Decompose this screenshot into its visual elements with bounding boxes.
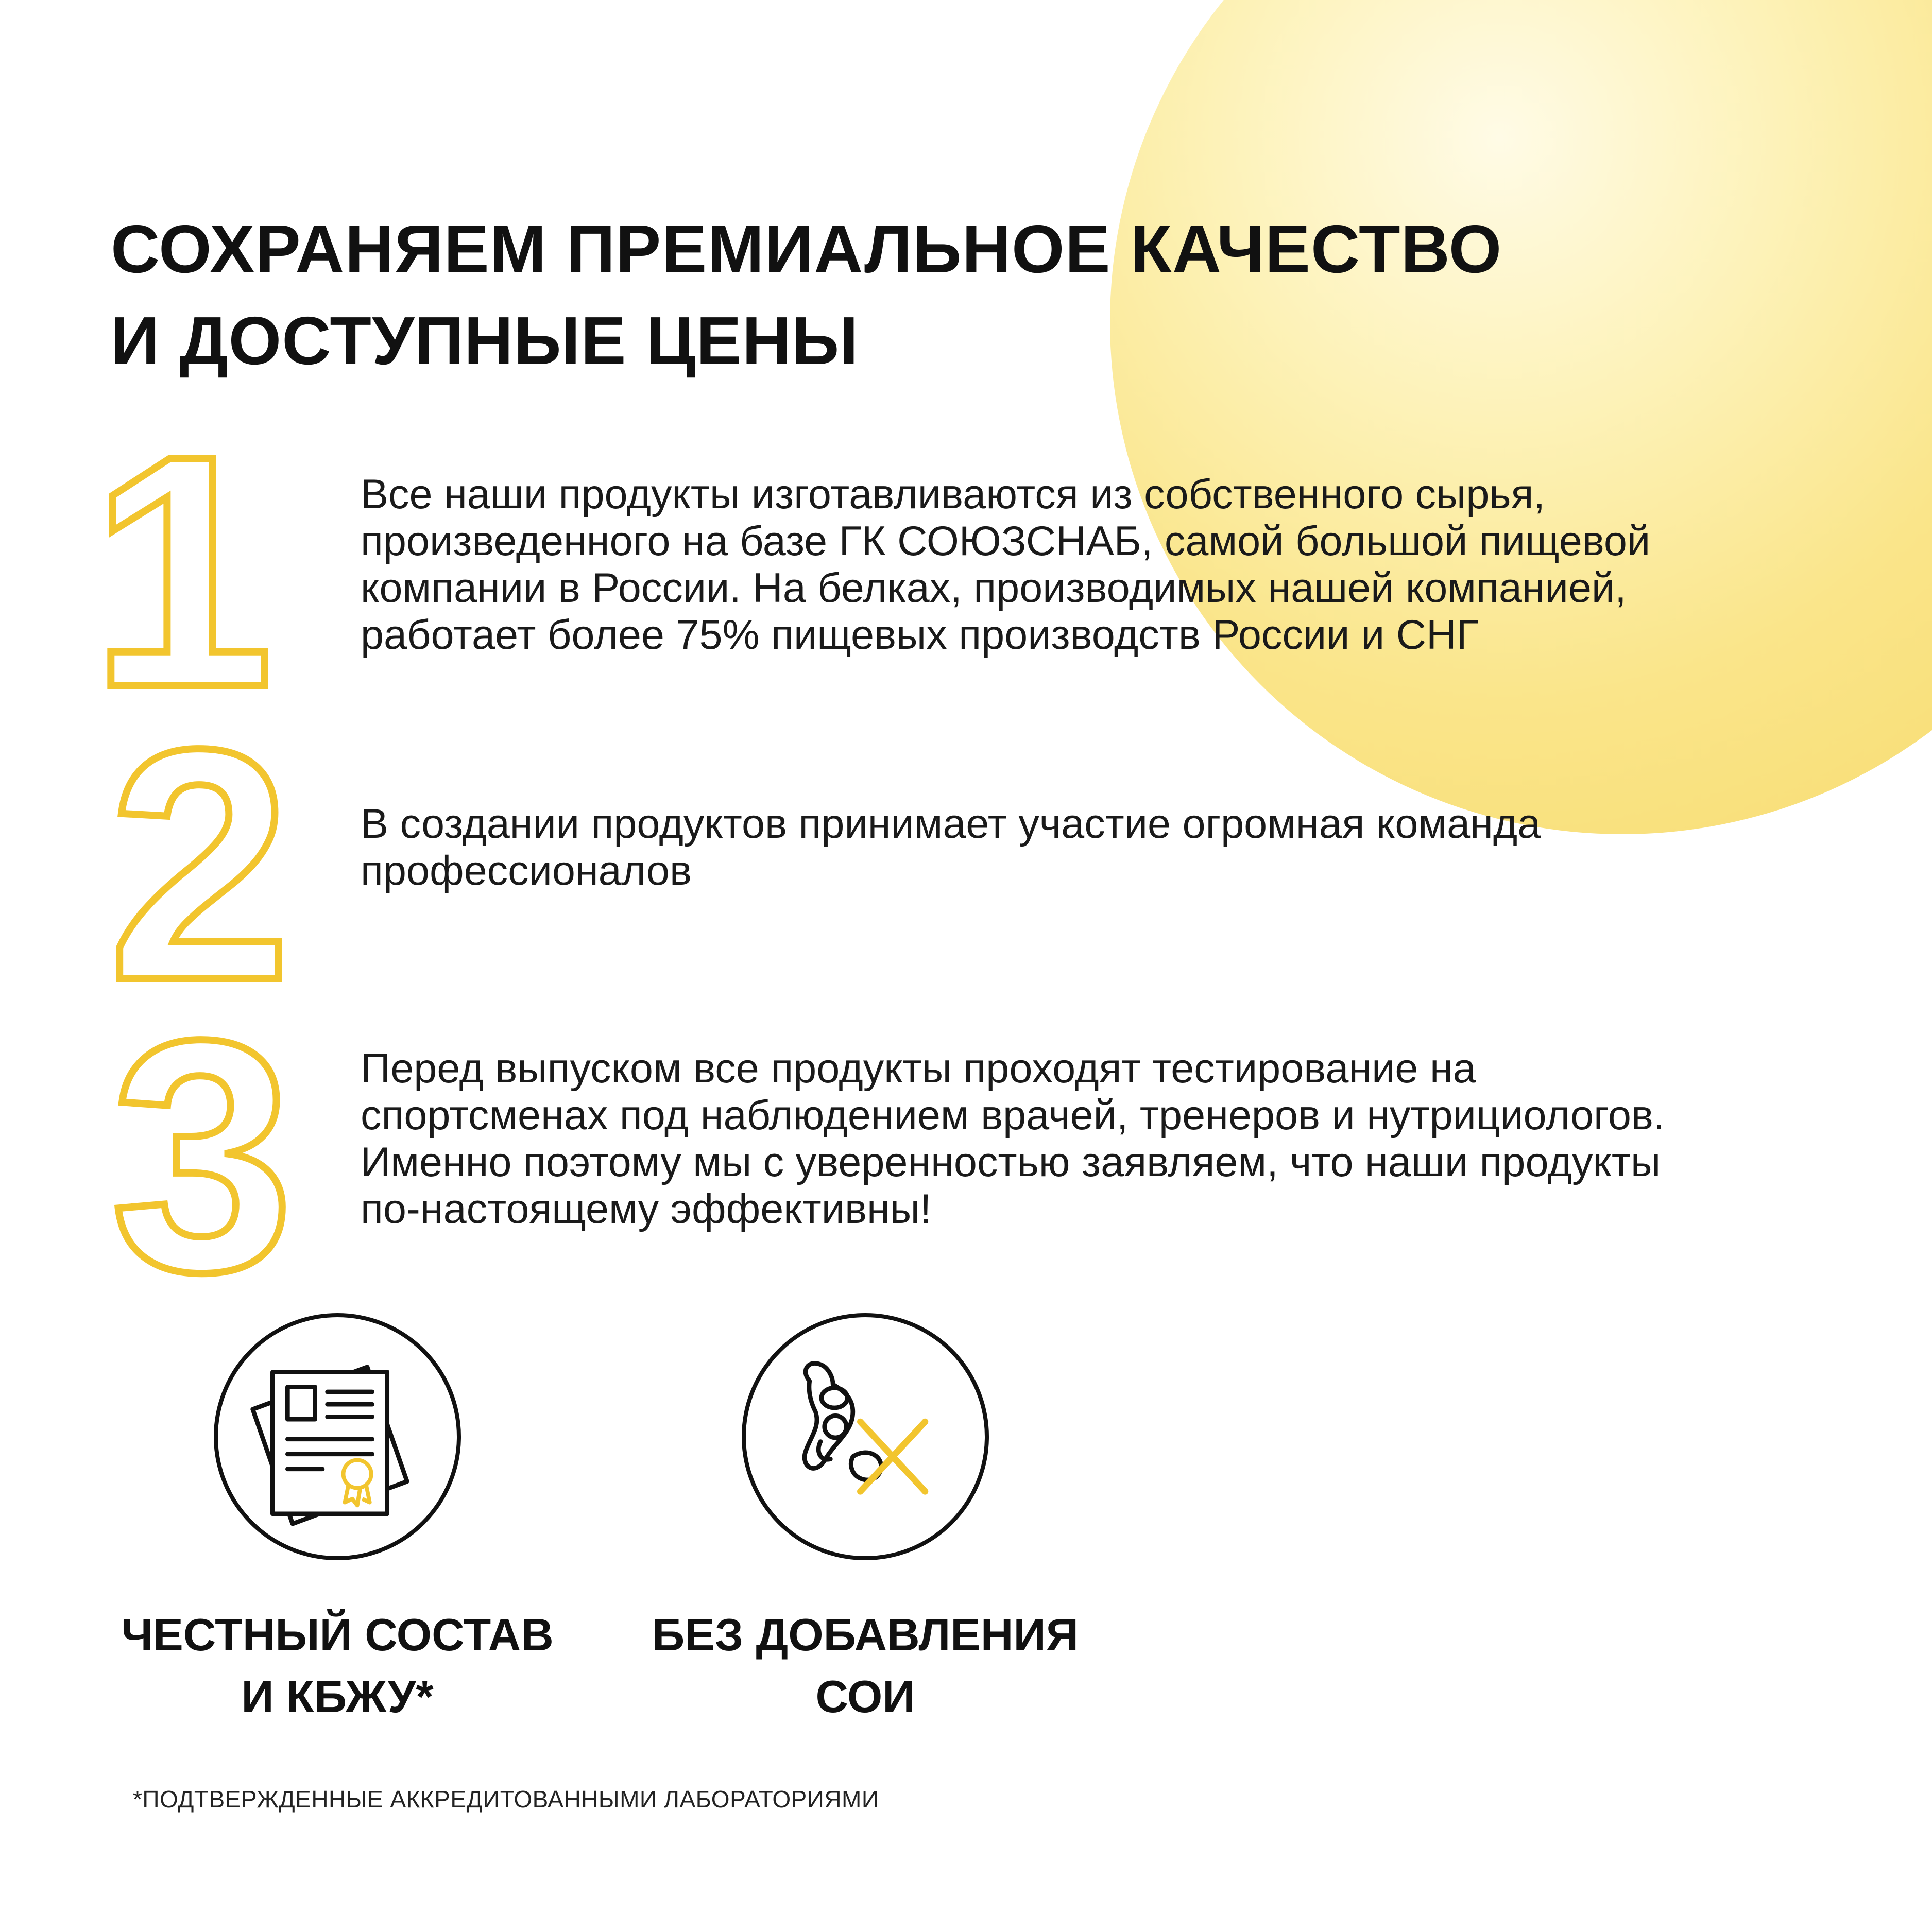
badge-caption-line: БЕЗ ДОБАВЛЕНИЯ (652, 1609, 1079, 1660)
step-number-2: 2 (108, 681, 292, 1049)
step-text-3-line: Именно поэтому мы с уверенностью заявляем, что наши продукты (361, 1139, 1661, 1185)
badge-caption-honest-composition (106, 1604, 569, 1728)
page-title-line-2: И ДОСТУПНЫЕ ЦЕНЫ (111, 303, 859, 378)
step-text-1-line: произведенного на базе ГК СОЮЗСНАБ, самой большой пищевой (361, 518, 1651, 564)
step-number-3: 3 (111, 972, 294, 1340)
badge-caption-line: СОИ (815, 1671, 915, 1722)
certificate-icon (218, 1317, 457, 1556)
badge-caption-no-soy (634, 1604, 1097, 1728)
page-title-line-1: СОХРАНЯЕМ ПРЕМИАЛЬНОЕ КАЧЕСТВО (111, 211, 1502, 287)
step-text-3-line: по-настоящему эффективны! (361, 1186, 932, 1232)
page-title (111, 203, 1502, 387)
badge-caption-line: И КБЖУ* (241, 1671, 434, 1722)
step-text-2 (361, 801, 1541, 894)
no-soy-icon (746, 1317, 985, 1556)
step-text-1-line: компании в России. На белках, производимых нашей компанией, (361, 565, 1627, 611)
step-text-3 (361, 1045, 1665, 1233)
footnote: *ПОДТВЕРЖДЕННЫЕ АККРЕДИТОВАННЫМИ ЛАБОРАТОРИЯМИ (133, 1786, 879, 1813)
decorative-yellow-circle (1110, 0, 1932, 834)
step-number-1: 1 (90, 387, 273, 755)
step-text-2-line: профессионалов (361, 848, 692, 894)
badge-honest-composition (214, 1313, 461, 1560)
badge-caption-line: ЧЕСТНЫЙ СОСТАВ (121, 1609, 554, 1660)
step-text-1-line: работает более 75% пищевых производств России и СНГ (361, 612, 1479, 658)
badge-no-soy (742, 1313, 989, 1560)
step-text-3-line: Перед выпуском все продукты проходят тестирование на (361, 1045, 1476, 1092)
step-text-1-line: Все наши продукты изготавливаются из собственного сырья, (361, 471, 1545, 518)
step-text-2-line: В создании продуктов принимает участие огромная команда (361, 801, 1541, 847)
step-text-3-line: спортсменах под наблюдением врачей, тренеров и нутрициологов. (361, 1092, 1665, 1139)
step-text-1 (361, 471, 1650, 659)
